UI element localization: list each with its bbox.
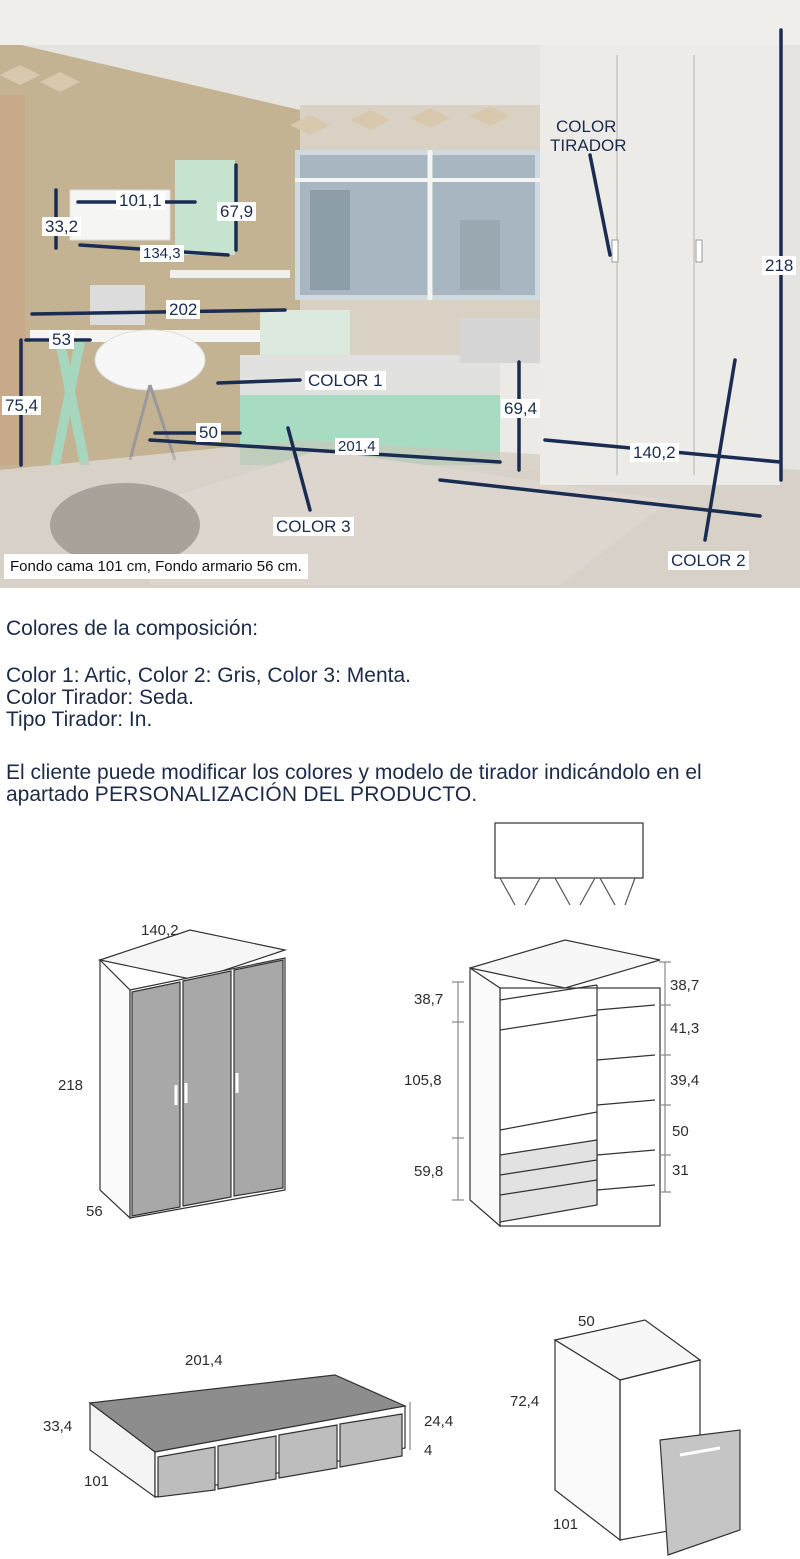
dim-201-4: 201,4 bbox=[335, 438, 379, 455]
dim-134-3: 134,3 bbox=[140, 245, 184, 262]
bed-leg-height: 4 bbox=[424, 1442, 433, 1459]
dim-67-9: 67,9 bbox=[217, 202, 256, 221]
interior-right-5: 31 bbox=[672, 1162, 689, 1179]
handle-type-line: Tipo Tirador: In. bbox=[6, 708, 153, 731]
color-tirador-label-line1: COLOR bbox=[556, 117, 617, 136]
room-photo bbox=[0, 0, 800, 588]
bed-depth: 101 bbox=[84, 1473, 110, 1490]
depth-caption: Fondo cama 101 cm, Fondo armario 56 cm. bbox=[4, 554, 308, 579]
dim-50: 50 bbox=[196, 423, 221, 442]
color-1-label: COLOR 1 bbox=[305, 371, 386, 390]
wardrobe-height: 218 bbox=[58, 1077, 84, 1094]
bed-drawer-height: 24,4 bbox=[424, 1413, 454, 1430]
interior-left-1: 38,7 bbox=[414, 991, 444, 1008]
interior-left-2: 105,8 bbox=[404, 1072, 442, 1089]
wardrobe-depth: 56 bbox=[86, 1203, 103, 1220]
customization-note bbox=[6, 762, 786, 806]
handle-color-line: Color Tirador: Seda. bbox=[6, 686, 194, 709]
interior-right-1: 38,7 bbox=[670, 977, 700, 994]
interior-right-4: 50 bbox=[672, 1123, 689, 1140]
dim-33-2: 33,2 bbox=[42, 217, 81, 236]
dim-202: 202 bbox=[166, 300, 200, 319]
room-illustration bbox=[0, 0, 800, 588]
wardrobe-width: 140,2 bbox=[141, 922, 179, 939]
bed-height: 33,4 bbox=[43, 1418, 73, 1435]
bed-length: 201,4 bbox=[185, 1352, 223, 1369]
customization-note-emphasis: PERSONALIZACIÓN DEL PRODUCTO bbox=[94, 783, 472, 806]
dim-101-1: 101,1 bbox=[116, 191, 165, 210]
color-2-label: COLOR 2 bbox=[668, 551, 749, 570]
technical-drawings bbox=[0, 815, 800, 1559]
colors-line: Color 1: Artic, Color 2: Gris, Color 3: Menta. bbox=[6, 664, 411, 687]
composition-heading: Colores de la composición: bbox=[6, 617, 259, 640]
interior-left-3: 59,8 bbox=[414, 1163, 444, 1180]
customization-note-text: El cliente puede modificar los colores y modelo de tirador indicándolo en el apartado bbox=[6, 761, 702, 806]
dim-140-2: 140,2 bbox=[630, 443, 679, 462]
nightstand-depth: 101 bbox=[553, 1516, 579, 1533]
interior-right-2: 41,3 bbox=[670, 1020, 700, 1037]
dim-218: 218 bbox=[762, 256, 796, 275]
customization-note-period: . bbox=[471, 783, 478, 806]
dim-53: 53 bbox=[49, 330, 74, 349]
color-3-label: COLOR 3 bbox=[273, 517, 354, 536]
dim-75-4: 75,4 bbox=[2, 396, 41, 415]
color-tirador-label-line2: TIRADOR bbox=[550, 136, 627, 155]
nightstand-width: 50 bbox=[578, 1313, 595, 1330]
dim-69-4: 69,4 bbox=[501, 399, 540, 418]
interior-right-3: 39,4 bbox=[670, 1072, 700, 1089]
nightstand-height: 72,4 bbox=[510, 1393, 540, 1410]
